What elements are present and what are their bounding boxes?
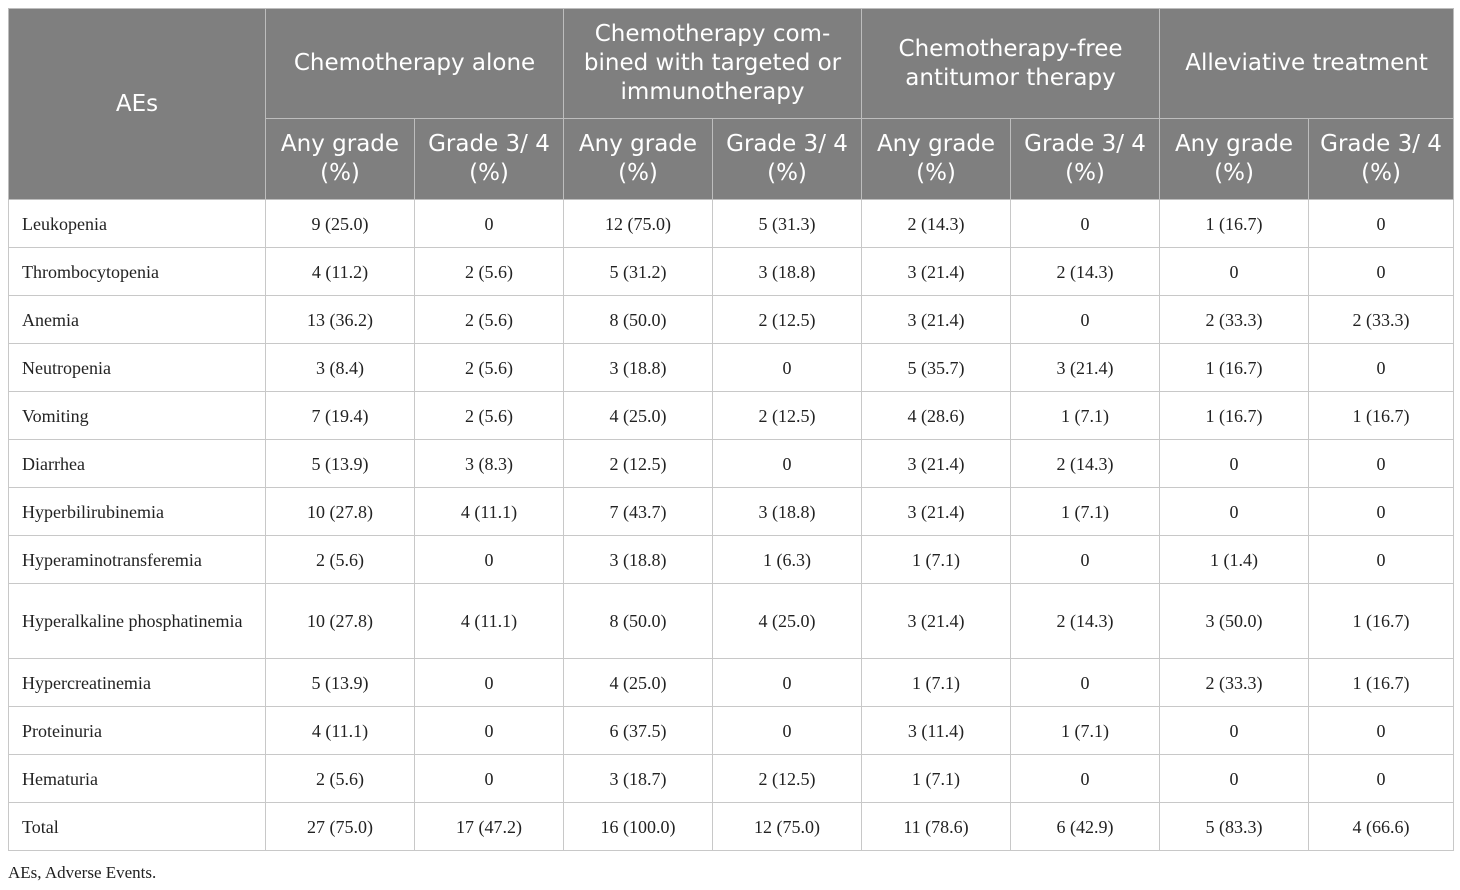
- table-row: [9, 344, 1454, 392]
- grade-3-4-cell: 17 (47.2): [415, 803, 564, 851]
- table-row: [9, 440, 1454, 488]
- table-row: [9, 584, 1454, 659]
- grade-3-4-cell: 2 (5.6): [415, 392, 564, 440]
- any-grade-cell: 27 (75.0): [266, 803, 415, 851]
- table-row: [9, 296, 1454, 344]
- any-grade-cell: 1 (16.7): [1160, 200, 1309, 248]
- any-grade-cell: 8 (50.0): [564, 296, 713, 344]
- any-grade-cell: 4 (11.1): [266, 707, 415, 755]
- ae-name-cell: Diarrhea: [9, 440, 266, 488]
- any-grade-cell: 7 (19.4): [266, 392, 415, 440]
- any-grade-cell: 13 (36.2): [266, 296, 415, 344]
- grade-3-4-cell: 0: [1309, 707, 1454, 755]
- any-grade-cell: 1 (7.1): [862, 755, 1011, 803]
- grade-3-4-cell: 0: [415, 200, 564, 248]
- table-row: [9, 392, 1454, 440]
- group-header-chemo-free: Chemotherapy-free antitumor therapy: [862, 9, 1160, 119]
- table-row: [9, 707, 1454, 755]
- ae-name-cell: Total: [9, 803, 266, 851]
- grade-3-4-cell: 0: [1011, 536, 1160, 584]
- ae-name-cell: Neutropenia: [9, 344, 266, 392]
- any-grade-cell: 5 (13.9): [266, 659, 415, 707]
- grade-3-4-cell: 2 (5.6): [415, 248, 564, 296]
- any-grade-cell: 4 (11.2): [266, 248, 415, 296]
- any-grade-cell: 0: [1160, 755, 1309, 803]
- any-grade-cell: 3 (21.4): [862, 488, 1011, 536]
- table-row: [9, 536, 1454, 584]
- grade-3-4-cell: 1 (16.7): [1309, 584, 1454, 659]
- any-grade-cell: 3 (21.4): [862, 296, 1011, 344]
- table-row: [9, 488, 1454, 536]
- any-grade-cell: 1 (7.1): [862, 659, 1011, 707]
- any-grade-cell: 8 (50.0): [564, 584, 713, 659]
- grade-3-4-cell: 0: [1309, 536, 1454, 584]
- grade-3-4-cell: 2 (12.5): [713, 392, 862, 440]
- any-grade-cell: 3 (18.8): [564, 536, 713, 584]
- grade-3-4-cell: 1 (6.3): [713, 536, 862, 584]
- any-grade-cell: 2 (5.6): [266, 755, 415, 803]
- sub-header-any-grade: Any grade (%): [1160, 119, 1309, 200]
- any-grade-cell: 1 (1.4): [1160, 536, 1309, 584]
- ae-name-cell: Anemia: [9, 296, 266, 344]
- grade-3-4-cell: 4 (66.6): [1309, 803, 1454, 851]
- grade-3-4-cell: 2 (33.3): [1309, 296, 1454, 344]
- table-row: [9, 248, 1454, 296]
- any-grade-cell: 12 (75.0): [564, 200, 713, 248]
- any-grade-cell: 11 (78.6): [862, 803, 1011, 851]
- grade-3-4-cell: 2 (12.5): [713, 755, 862, 803]
- grade-3-4-cell: 0: [415, 536, 564, 584]
- grade-3-4-cell: 1 (16.7): [1309, 659, 1454, 707]
- any-grade-cell: 7 (43.7): [564, 488, 713, 536]
- ae-name-cell: Hypercreatinemia: [9, 659, 266, 707]
- any-grade-cell: 0: [1160, 488, 1309, 536]
- grade-3-4-cell: 0: [713, 440, 862, 488]
- sub-header-grade-3-4: Grade 3/ 4 (%): [713, 119, 862, 200]
- group-header-chemo-alone: Chemotherapy alone: [266, 9, 564, 119]
- grade-3-4-cell: 3 (21.4): [1011, 344, 1160, 392]
- any-grade-cell: 2 (5.6): [266, 536, 415, 584]
- any-grade-cell: 5 (35.7): [862, 344, 1011, 392]
- group-header-chemo-combined: Chemotherapy com-bined with targeted or immunotherapy: [564, 9, 862, 119]
- ae-name-cell: Hyperalkaline phosphatinemia: [9, 584, 266, 659]
- any-grade-cell: 5 (31.2): [564, 248, 713, 296]
- any-grade-cell: 3 (21.4): [862, 584, 1011, 659]
- any-grade-cell: 0: [1160, 248, 1309, 296]
- any-grade-cell: 16 (100.0): [564, 803, 713, 851]
- any-grade-cell: 1 (16.7): [1160, 344, 1309, 392]
- sub-header-any-grade: Any grade (%): [266, 119, 415, 200]
- any-grade-cell: 3 (11.4): [862, 707, 1011, 755]
- grade-3-4-cell: 0: [1309, 248, 1454, 296]
- any-grade-cell: 3 (21.4): [862, 248, 1011, 296]
- grade-3-4-cell: 12 (75.0): [713, 803, 862, 851]
- grade-3-4-cell: 2 (5.6): [415, 344, 564, 392]
- grade-3-4-cell: 1 (7.1): [1011, 488, 1160, 536]
- any-grade-cell: 2 (33.3): [1160, 659, 1309, 707]
- any-grade-cell: 0: [1160, 707, 1309, 755]
- ae-name-cell: Vomiting: [9, 392, 266, 440]
- grade-3-4-cell: 1 (16.7): [1309, 392, 1454, 440]
- any-grade-cell: 3 (50.0): [1160, 584, 1309, 659]
- grade-3-4-cell: 0: [1309, 440, 1454, 488]
- grade-3-4-cell: 2 (14.3): [1011, 248, 1160, 296]
- grade-3-4-cell: 3 (18.8): [713, 248, 862, 296]
- any-grade-cell: 10 (27.8): [266, 488, 415, 536]
- any-grade-cell: 6 (37.5): [564, 707, 713, 755]
- ae-name-cell: Proteinuria: [9, 707, 266, 755]
- grade-3-4-cell: 4 (25.0): [713, 584, 862, 659]
- any-grade-cell: 3 (8.4): [266, 344, 415, 392]
- grade-3-4-cell: 0: [713, 707, 862, 755]
- grade-3-4-cell: 0: [1011, 200, 1160, 248]
- grade-3-4-cell: 3 (18.8): [713, 488, 862, 536]
- ae-name-cell: Hematuria: [9, 755, 266, 803]
- grade-3-4-cell: 0: [1011, 755, 1160, 803]
- adverse-events-table: [8, 8, 1454, 851]
- grade-3-4-cell: 6 (42.9): [1011, 803, 1160, 851]
- sub-header-grade-3-4: Grade 3/ 4 (%): [415, 119, 564, 200]
- any-grade-cell: 4 (28.6): [862, 392, 1011, 440]
- grade-3-4-cell: 2 (14.3): [1011, 584, 1160, 659]
- table-row: [9, 755, 1454, 803]
- grade-3-4-cell: 0: [713, 344, 862, 392]
- any-grade-cell: 4 (25.0): [564, 659, 713, 707]
- grade-3-4-cell: 1 (7.1): [1011, 707, 1160, 755]
- sub-header-any-grade: Any grade (%): [564, 119, 713, 200]
- ae-column-header: AEs: [9, 9, 266, 200]
- grade-3-4-cell: 0: [415, 659, 564, 707]
- grade-3-4-cell: 3 (8.3): [415, 440, 564, 488]
- ae-name-cell: Hyperaminotransferemia: [9, 536, 266, 584]
- any-grade-cell: 2 (14.3): [862, 200, 1011, 248]
- any-grade-cell: 5 (13.9): [266, 440, 415, 488]
- grade-3-4-cell: 4 (11.1): [415, 488, 564, 536]
- table-row: [9, 803, 1454, 851]
- sub-header-any-grade: Any grade (%): [862, 119, 1011, 200]
- ae-name-cell: Leukopenia: [9, 200, 266, 248]
- grade-3-4-cell: 0: [415, 707, 564, 755]
- grade-3-4-cell: 5 (31.3): [713, 200, 862, 248]
- grade-3-4-cell: 0: [713, 659, 862, 707]
- grade-3-4-cell: 2 (14.3): [1011, 440, 1160, 488]
- grade-3-4-cell: 0: [1011, 659, 1160, 707]
- any-grade-cell: 9 (25.0): [266, 200, 415, 248]
- group-header-alleviative: Alleviative treatment: [1160, 9, 1454, 119]
- any-grade-cell: 5 (83.3): [1160, 803, 1309, 851]
- grade-3-4-cell: 4 (11.1): [415, 584, 564, 659]
- grade-3-4-cell: 0: [415, 755, 564, 803]
- table-body: [9, 200, 1454, 851]
- sub-header-grade-3-4: Grade 3/ 4 (%): [1309, 119, 1454, 200]
- grade-3-4-cell: 0: [1309, 200, 1454, 248]
- any-grade-cell: 1 (7.1): [862, 536, 1011, 584]
- ae-name-cell: Hyperbilirubinemia: [9, 488, 266, 536]
- any-grade-cell: 2 (12.5): [564, 440, 713, 488]
- any-grade-cell: 2 (33.3): [1160, 296, 1309, 344]
- any-grade-cell: 10 (27.8): [266, 584, 415, 659]
- grade-3-4-cell: 2 (5.6): [415, 296, 564, 344]
- any-grade-cell: 0: [1160, 440, 1309, 488]
- grade-3-4-cell: 0: [1011, 296, 1160, 344]
- any-grade-cell: 3 (18.7): [564, 755, 713, 803]
- grade-3-4-cell: 0: [1309, 755, 1454, 803]
- grade-3-4-cell: 0: [1309, 488, 1454, 536]
- any-grade-cell: 3 (21.4): [862, 440, 1011, 488]
- ae-name-cell: Thrombocytopenia: [9, 248, 266, 296]
- sub-header-grade-3-4: Grade 3/ 4 (%): [1011, 119, 1160, 200]
- grade-3-4-cell: 2 (12.5): [713, 296, 862, 344]
- grade-3-4-cell: 0: [1309, 344, 1454, 392]
- any-grade-cell: 4 (25.0): [564, 392, 713, 440]
- any-grade-cell: 1 (16.7): [1160, 392, 1309, 440]
- table-row: [9, 200, 1454, 248]
- any-grade-cell: 3 (18.8): [564, 344, 713, 392]
- table-footnote: AEs, Adverse Events.: [8, 863, 157, 882]
- header-group-row: [9, 9, 1454, 119]
- table-row: [9, 659, 1454, 707]
- grade-3-4-cell: 1 (7.1): [1011, 392, 1160, 440]
